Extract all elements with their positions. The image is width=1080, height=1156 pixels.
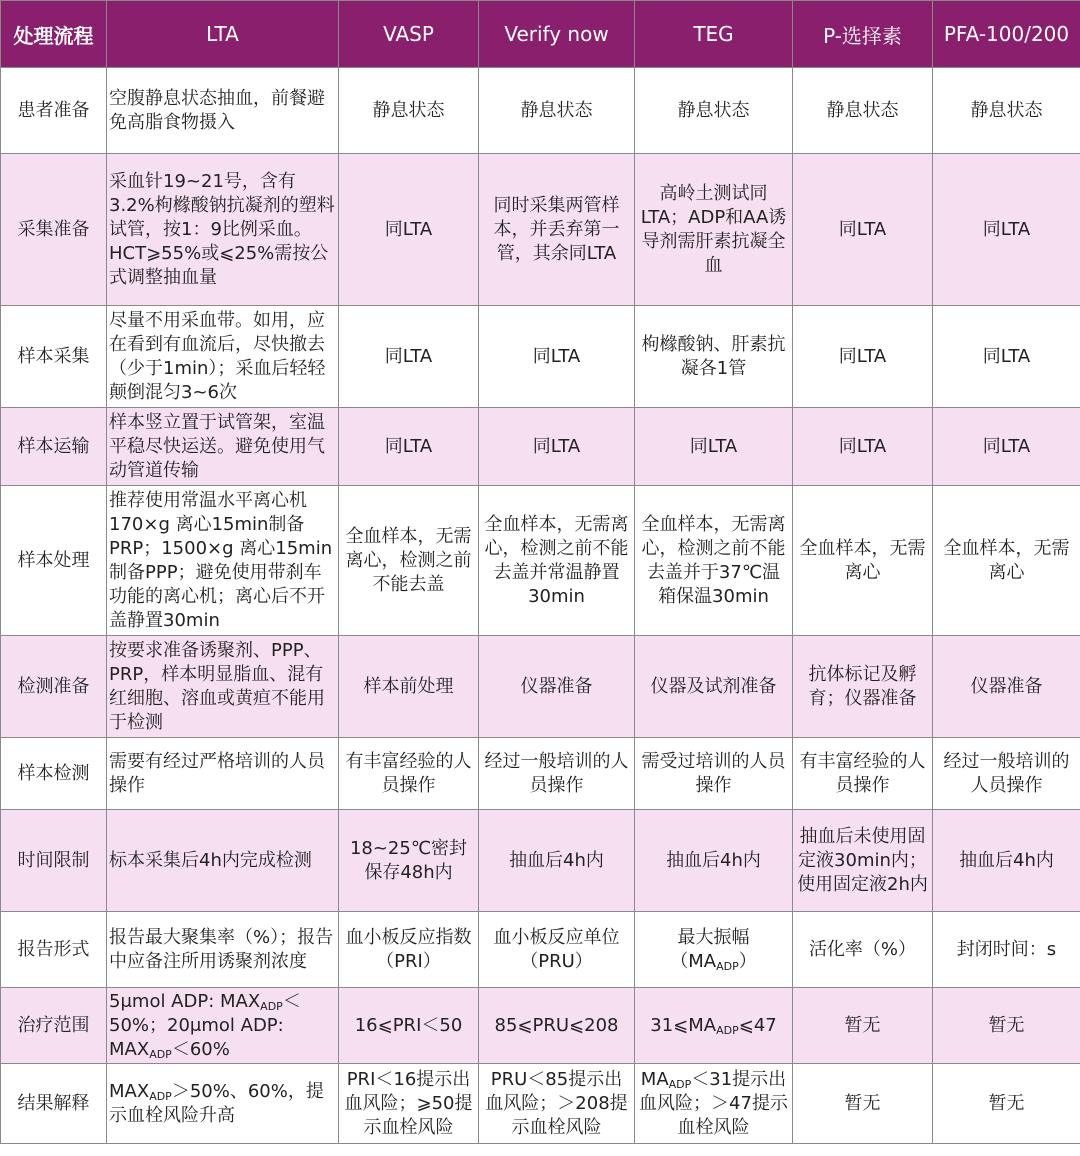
p-selectin-cell: 暂无 [793,1064,933,1144]
p-selectin-cell: 抗体标记及孵育；仪器准备 [793,636,933,738]
vasp-cell: PRI＜16提示出血风险；⩾50提示血栓风险 [339,1064,479,1144]
pfa-cell: 暂无 [933,988,1080,1064]
table-row [1,988,1080,1064]
p-selectin-cell: 抽血后未使用固定液30min内；使用固定液2h内 [793,810,933,912]
table-row [1,636,1080,738]
header-lta: LTA [107,1,339,68]
teg-cell: 需受过培训的人员操作 [635,738,793,810]
lta-cell: 报告最大聚集率（%）；报告中应备注所用诱聚剂浓度 [107,912,339,988]
lta-cell: 推荐使用常温水平离心机170×g 离心15min制备PRP；1500×g 离心15min制备PPP；避免使用带刹车功能的离心机；离心后不开盖静置30min [107,486,339,636]
p-selectin-cell: 有丰富经验的人员操作 [793,738,933,810]
table-row [1,408,1080,486]
vasp-cell: 血小板反应指数（PRI） [339,912,479,988]
pfa-cell: 暂无 [933,1064,1080,1144]
pfa-cell: 静息状态 [933,68,1080,154]
row-label: 样本检测 [1,738,107,810]
teg-cell: 全血样本，无需离心，检测之前不能去盖并于37℃温箱保温30min [635,486,793,636]
pfa-cell: 仪器准备 [933,636,1080,738]
header-row [1,1,1080,68]
lta-cell: 标本采集后4h内完成检测 [107,810,339,912]
table-row [1,154,1080,306]
table-row [1,68,1080,154]
table-row [1,1064,1080,1144]
vasp-cell: 有丰富经验的人员操作 [339,738,479,810]
row-label: 报告形式 [1,912,107,988]
p-selectin-cell: 活化率（%） [793,912,933,988]
verify-now-cell: 抽血后4h内 [479,810,635,912]
row-label: 治疗范围 [1,988,107,1064]
header-pfa: PFA-100/200 [933,1,1080,68]
vasp-cell: 全血样本，无需离心，检测之前不能去盖 [339,486,479,636]
pfa-cell: 同LTA [933,408,1080,486]
row-label: 样本处理 [1,486,107,636]
teg-cell: 仪器及试剂准备 [635,636,793,738]
teg-cell: 抽血后4h内 [635,810,793,912]
teg-cell: 同LTA [635,408,793,486]
row-label: 样本运输 [1,408,107,486]
row-label: 检测准备 [1,636,107,738]
p-selectin-cell: 暂无 [793,988,933,1064]
verify-now-cell: 同LTA [479,306,635,408]
vasp-cell: 18~25℃密封保存48h内 [339,810,479,912]
table-row [1,810,1080,912]
teg-cell: 静息状态 [635,68,793,154]
row-label: 结果解释 [1,1064,107,1144]
p-selectin-cell: 同LTA [793,154,933,306]
lta-cell: 尽量不用采血带。如用，应在看到有血流后，尽快撤去（少于1min）；采血后轻轻颠倒混匀3~6次 [107,306,339,408]
lta-cell: 需要有经过严格培训的人员操作 [107,738,339,810]
vasp-cell: 16⩽PRI＜50 [339,988,479,1064]
vasp-cell: 样本前处理 [339,636,479,738]
header-process: 处理流程 [1,1,107,68]
teg-cell: 最大振幅$(MA_{ADP})$ [635,912,793,988]
verify-now-cell: PRU＜85提示出血风险；＞208提示血栓风险 [479,1064,635,1144]
verify-now-cell: 静息状态 [479,68,635,154]
teg-cell: 枸橼酸钠、肝素抗凝各1管 [635,306,793,408]
lta-cell: $MAX_{ADP}>50\%$、60%，提示血栓风险升高 [107,1064,339,1144]
header-vasp: VASP [339,1,479,68]
pfa-cell: 经过一般培训的人员操作 [933,738,1080,810]
lta-cell: 采血针19~21号，含有3.2%枸橼酸钠抗凝剂的塑料试管，按1：9比例采血。HCT⩾55%或⩽25%需按公式调整抽血量 [107,154,339,306]
verify-now-cell: 同时采集两管样本，并丢弃第一管，其余同LTA [479,154,635,306]
teg-cell: $MA_{ADP}<31$提示出血风险；＞47提示血栓风险 [635,1064,793,1144]
vasp-cell: 同LTA [339,408,479,486]
header-teg: TEG [635,1,793,68]
vasp-cell: 同LTA [339,306,479,408]
teg-cell: 高岭土测试同LTA；ADP和AA诱导剂需肝素抗凝全血 [635,154,793,306]
table-row [1,912,1080,988]
table-row [1,306,1080,408]
verify-now-cell: 经过一般培训的人员操作 [479,738,635,810]
p-selectin-cell: 同LTA [793,408,933,486]
p-selectin-cell: 静息状态 [793,68,933,154]
table-row [1,738,1080,810]
pfa-cell: 同LTA [933,306,1080,408]
table-row [1,486,1080,636]
verify-now-cell: 同LTA [479,408,635,486]
p-selectin-cell: 全血样本，无需离心 [793,486,933,636]
lta-cell: 空腹静息状态抽血，前餐避免高脂食物摄入 [107,68,339,154]
pfa-cell: 全血样本，无需离心 [933,486,1080,636]
verify-now-cell: 仪器准备 [479,636,635,738]
row-label: 患者准备 [1,68,107,154]
pfa-cell: 同LTA [933,154,1080,306]
lta-cell: 5μmol ADP: $MAX_{ADP}<50\%$；20μmol ADP: $MAX_{ADP}<60\%$ [107,988,339,1064]
pfa-cell: 抽血后4h内 [933,810,1080,912]
row-label: 时间限制 [1,810,107,912]
row-label: 样本采集 [1,306,107,408]
lta-cell: 按要求准备诱聚剂、PPP、PRP，样本明显脂血、混有红细胞、溶血或黄疸不能用于检测 [107,636,339,738]
p-selectin-cell: 同LTA [793,306,933,408]
row-label: 采集准备 [1,154,107,306]
vasp-cell: 同LTA [339,154,479,306]
lta-cell: 样本竖立置于试管架，室温平稳尽快运送。避免使用气动管道传输 [107,408,339,486]
teg-cell: $31⩽MA_{ADP}⩽47$ [635,988,793,1064]
verify-now-cell: 全血样本，无需离心，检测之前不能去盖并常温静置30min [479,486,635,636]
vasp-cell: 静息状态 [339,68,479,154]
verify-now-cell: 85⩽PRU⩽208 [479,988,635,1064]
verify-now-cell: 血小板反应单位（PRU） [479,912,635,988]
pfa-cell: 封闭时间：s [933,912,1080,988]
header-p-selectin: P-选择素 [793,1,933,68]
header-verify-now: Verify now [479,1,635,68]
